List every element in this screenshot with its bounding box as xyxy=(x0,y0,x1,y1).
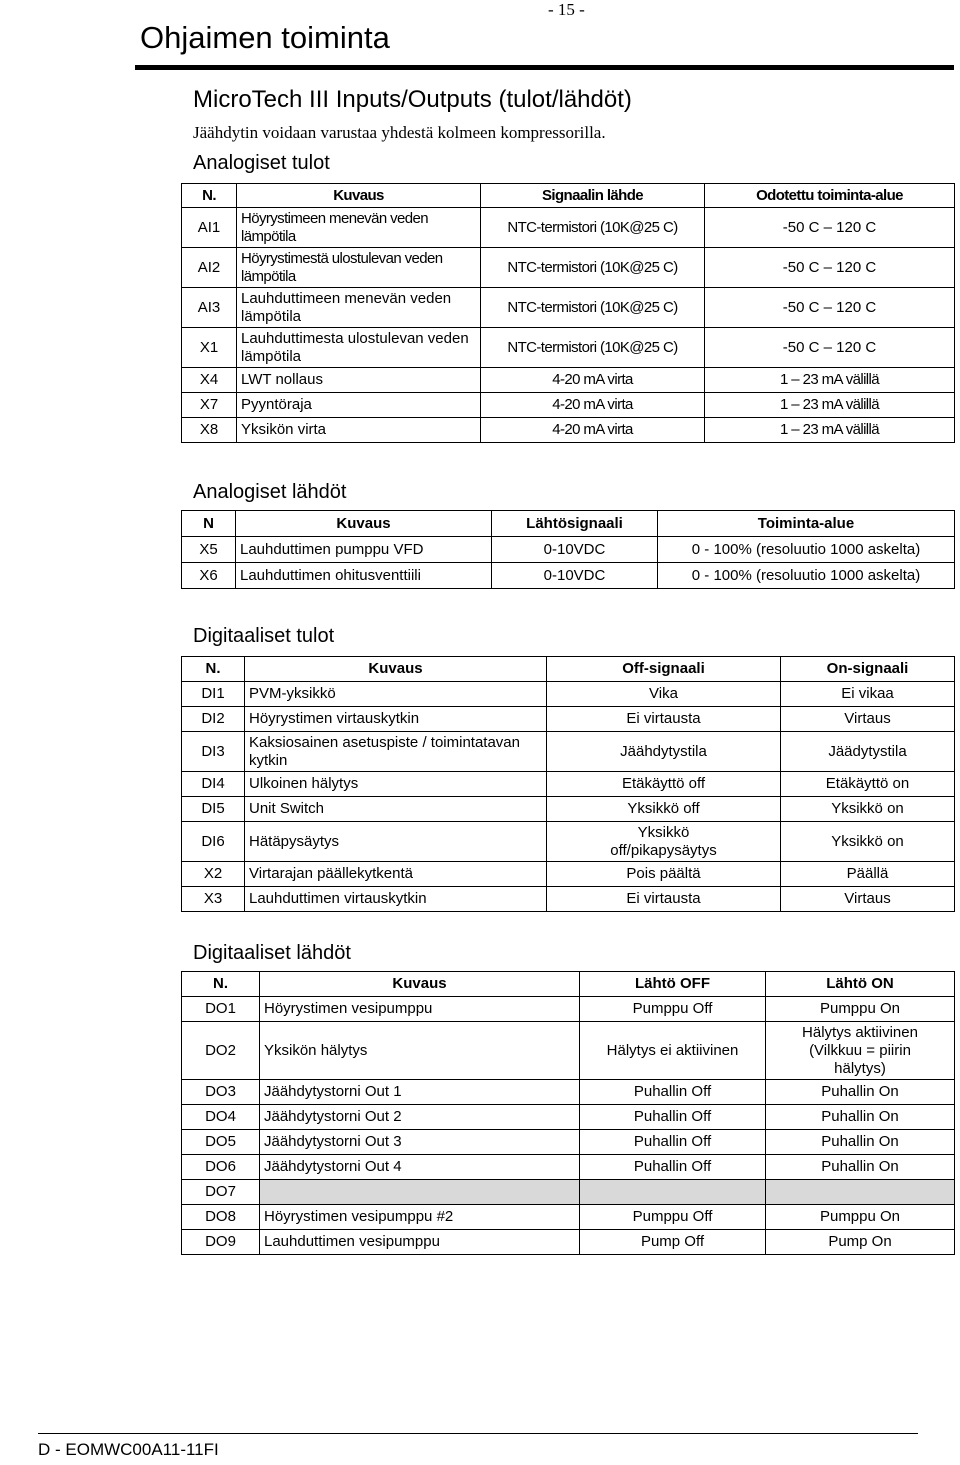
table-header-row xyxy=(182,972,955,997)
cell-description: Unit Switch xyxy=(245,797,547,822)
cell-off: Pump Off xyxy=(580,1230,766,1255)
cell-description: PVM-yksikkö xyxy=(245,682,547,707)
table-row xyxy=(182,393,955,418)
cell-on: Pumppu On xyxy=(766,997,955,1022)
table-row xyxy=(182,288,955,328)
cell-number: DO2 xyxy=(182,1022,260,1080)
cell-description: Lauhduttimen vesipumppu xyxy=(260,1230,580,1255)
cell-number: DI4 xyxy=(182,772,245,797)
cell-range: -50 C – 120 C xyxy=(705,328,955,368)
cell-on: Puhallin On xyxy=(766,1080,955,1105)
page-number: - 15 - xyxy=(548,0,585,19)
col-header: N xyxy=(182,511,236,537)
table-row xyxy=(182,563,955,589)
cell-number: DO5 xyxy=(182,1130,260,1155)
cell-number: DI3 xyxy=(182,732,245,772)
table-row xyxy=(182,328,955,368)
table-row xyxy=(182,1130,955,1155)
table-row xyxy=(182,887,955,912)
cell-number: DO6 xyxy=(182,1155,260,1180)
analog-inputs-heading: Analogiset tulot xyxy=(193,152,330,174)
cell-number: X8 xyxy=(182,418,237,443)
cell-empty xyxy=(766,1180,955,1205)
col-header: Kuvaus xyxy=(260,972,580,997)
cell-number: X1 xyxy=(182,328,237,368)
cell-on: Ei vikaa xyxy=(781,682,955,707)
cell-off: Pois päältä xyxy=(547,862,781,887)
cell-description: Kaksiosainen asetuspiste / toimintatavan kytkin xyxy=(245,732,547,772)
table-row xyxy=(182,418,955,443)
col-header: Kuvaus xyxy=(237,184,481,208)
table-row xyxy=(182,537,955,563)
cell-number: X3 xyxy=(182,887,245,912)
cell-description: Hätäpysäytys xyxy=(245,822,547,862)
col-header: N. xyxy=(182,184,237,208)
table-row xyxy=(182,772,955,797)
cell-on: Etäkäyttö on xyxy=(781,772,955,797)
table-header-row xyxy=(182,657,955,682)
cell-number: AI3 xyxy=(182,288,237,328)
col-header: Lähtö OFF xyxy=(580,972,766,997)
cell-signal: 0-10VDC xyxy=(492,537,658,563)
col-header: Kuvaus xyxy=(245,657,547,682)
cell-range: 0 - 100% (resoluutio 1000 askelta) xyxy=(658,563,955,589)
cell-number: DO3 xyxy=(182,1080,260,1105)
cell-description: Ulkoinen hälytys xyxy=(245,772,547,797)
cell-number: DI1 xyxy=(182,682,245,707)
cell-description: LWT nollaus xyxy=(237,368,481,393)
table-row xyxy=(182,368,955,393)
cell-off: Pumppu Off xyxy=(580,1205,766,1230)
cell-range: -50 C – 120 C xyxy=(705,288,955,328)
digital-inputs-table xyxy=(181,656,955,912)
cell-number: X2 xyxy=(182,862,245,887)
cell-description: Lauhduttimesta ulostulevan veden lämpötila xyxy=(237,328,481,368)
cell-number: X7 xyxy=(182,393,237,418)
cell-empty xyxy=(580,1180,766,1205)
analog-outputs-table xyxy=(181,510,955,589)
cell-on: Puhallin On xyxy=(766,1130,955,1155)
analog-inputs-table xyxy=(181,183,955,443)
intro-text: Jäähdytin voidaan varustaa yhdestä kolmeen kompressorilla. xyxy=(193,123,606,142)
cell-signal: 4-20 mA virta xyxy=(481,393,705,418)
cell-off: Puhallin Off xyxy=(580,1155,766,1180)
cell-number: DI5 xyxy=(182,797,245,822)
cell-on: Puhallin On xyxy=(766,1155,955,1180)
cell-description: Jäähdytystorni Out 4 xyxy=(260,1155,580,1180)
digital-inputs-heading: Digitaaliset tulot xyxy=(193,625,335,647)
cell-range: -50 C – 120 C xyxy=(705,208,955,248)
digital-outputs-heading: Digitaaliset lähdöt xyxy=(193,942,351,964)
cell-number: DO7 xyxy=(182,1180,260,1205)
col-header: Signaalin lähde xyxy=(481,184,705,208)
col-header: Kuvaus xyxy=(236,511,492,537)
cell-number: DO4 xyxy=(182,1105,260,1130)
cell-signal: 0-10VDC xyxy=(492,563,658,589)
cell-description: Höyrystimen virtauskytkin xyxy=(245,707,547,732)
table-row xyxy=(182,1205,955,1230)
cell-on: Pump On xyxy=(766,1230,955,1255)
cell-description: Höyrystimen vesipumppu xyxy=(260,997,580,1022)
cell-number: DI2 xyxy=(182,707,245,732)
cell-off: Jäähdytystila xyxy=(547,732,781,772)
cell-signal: 4-20 mA virta xyxy=(481,418,705,443)
document-code: D - EOMWC00A11-11FI xyxy=(38,1440,219,1459)
cell-description: Pyyntöraja xyxy=(237,393,481,418)
cell-off: Pumppu Off xyxy=(580,997,766,1022)
cell-range: 0 - 100% (resoluutio 1000 askelta) xyxy=(658,537,955,563)
col-header: On-signaali xyxy=(781,657,955,682)
cell-signal: NTC-termistori (10K@25 C) xyxy=(481,288,705,328)
col-header: N. xyxy=(182,657,245,682)
cell-on: Hälytys aktiivinen (Vilkkuu = piirin hälytys) xyxy=(766,1022,955,1080)
col-header: Odotettu toiminta-alue xyxy=(705,184,955,208)
cell-on: Yksikkö on xyxy=(781,797,955,822)
col-header: Off-signaali xyxy=(547,657,781,682)
cell-number: DO9 xyxy=(182,1230,260,1255)
cell-off: Yksikkö off xyxy=(547,797,781,822)
cell-number: DI6 xyxy=(182,822,245,862)
cell-empty xyxy=(260,1180,580,1205)
cell-on: Päällä xyxy=(781,862,955,887)
section-title: MicroTech III Inputs/Outputs (tulot/lähdöt) xyxy=(193,86,632,113)
page-title: Ohjaimen toiminta xyxy=(140,20,390,55)
cell-number: AI1 xyxy=(182,208,237,248)
cell-signal: 4-20 mA virta xyxy=(481,368,705,393)
col-header: Lähtösignaali xyxy=(492,511,658,537)
cell-number: DO1 xyxy=(182,997,260,1022)
cell-on: Jäädytystila xyxy=(781,732,955,772)
table-row xyxy=(182,822,955,862)
cell-off: Yksikkö off/pikapysäytys xyxy=(547,822,781,862)
cell-description: Virtarajan päällekytkentä xyxy=(245,862,547,887)
cell-off: Puhallin Off xyxy=(580,1105,766,1130)
cell-signal: NTC-termistori (10K@25 C) xyxy=(481,208,705,248)
table-row xyxy=(182,1080,955,1105)
cell-description: Lauhduttimen ohitusventtiili xyxy=(236,563,492,589)
table-row xyxy=(182,1105,955,1130)
cell-off: Ei virtausta xyxy=(547,887,781,912)
table-row xyxy=(182,208,955,248)
cell-on: Pumppu On xyxy=(766,1205,955,1230)
cell-off: Vika xyxy=(547,682,781,707)
col-header: Toiminta-alue xyxy=(658,511,955,537)
cell-number: X6 xyxy=(182,563,236,589)
cell-description: Höyrystimen vesipumppu #2 xyxy=(260,1205,580,1230)
col-header: N. xyxy=(182,972,260,997)
cell-signal: NTC-termistori (10K@25 C) xyxy=(481,248,705,288)
cell-description: Höyrystimeen menevän veden lämpötila xyxy=(237,208,481,248)
table-row xyxy=(182,862,955,887)
cell-signal: NTC-termistori (10K@25 C) xyxy=(481,328,705,368)
cell-off: Puhallin Off xyxy=(580,1130,766,1155)
cell-off: Puhallin Off xyxy=(580,1080,766,1105)
table-header-row xyxy=(182,511,955,537)
footer-rule xyxy=(38,1433,918,1434)
cell-on: Puhallin On xyxy=(766,1105,955,1130)
digital-outputs-table xyxy=(181,971,955,1255)
cell-on: Virtaus xyxy=(781,887,955,912)
table-row xyxy=(182,1230,955,1255)
cell-number: X4 xyxy=(182,368,237,393)
cell-description: Yksikön virta xyxy=(237,418,481,443)
cell-off: Ei virtausta xyxy=(547,707,781,732)
cell-off: Etäkäyttö off xyxy=(547,772,781,797)
cell-description: Jäähdytystorni Out 1 xyxy=(260,1080,580,1105)
cell-range: 1 – 23 mA välillä xyxy=(705,418,955,443)
table-row xyxy=(182,1155,955,1180)
cell-range: 1 – 23 mA välillä xyxy=(705,393,955,418)
cell-range: 1 – 23 mA välillä xyxy=(705,368,955,393)
cell-description: Lauhduttimen virtauskytkin xyxy=(245,887,547,912)
cell-description: Jäähdytystorni Out 3 xyxy=(260,1130,580,1155)
header-rule xyxy=(135,65,954,70)
cell-number: AI2 xyxy=(182,248,237,288)
table-row xyxy=(182,997,955,1022)
cell-description: Lauhduttimen pumppu VFD xyxy=(236,537,492,563)
table-row xyxy=(182,248,955,288)
cell-description: Lauhduttimeen menevän veden lämpötila xyxy=(237,288,481,328)
cell-on: Yksikkö on xyxy=(781,822,955,862)
table-row xyxy=(182,707,955,732)
cell-description: Yksikön hälytys xyxy=(260,1022,580,1080)
analog-outputs-heading: Analogiset lähdöt xyxy=(193,481,347,503)
table-row xyxy=(182,732,955,772)
cell-range: -50 C – 120 C xyxy=(705,248,955,288)
table-header-row xyxy=(182,184,955,208)
cell-description: Höyrystimestä ulostulevan veden lämpötila xyxy=(237,248,481,288)
col-header: Lähtö ON xyxy=(766,972,955,997)
cell-number: X5 xyxy=(182,537,236,563)
table-row xyxy=(182,797,955,822)
table-row xyxy=(182,1022,955,1080)
cell-on: Virtaus xyxy=(781,707,955,732)
cell-description: Jäähdytystorni Out 2 xyxy=(260,1105,580,1130)
cell-number: DO8 xyxy=(182,1205,260,1230)
table-row xyxy=(182,1180,955,1205)
table-row xyxy=(182,682,955,707)
cell-off: Hälytys ei aktiivinen xyxy=(580,1022,766,1080)
